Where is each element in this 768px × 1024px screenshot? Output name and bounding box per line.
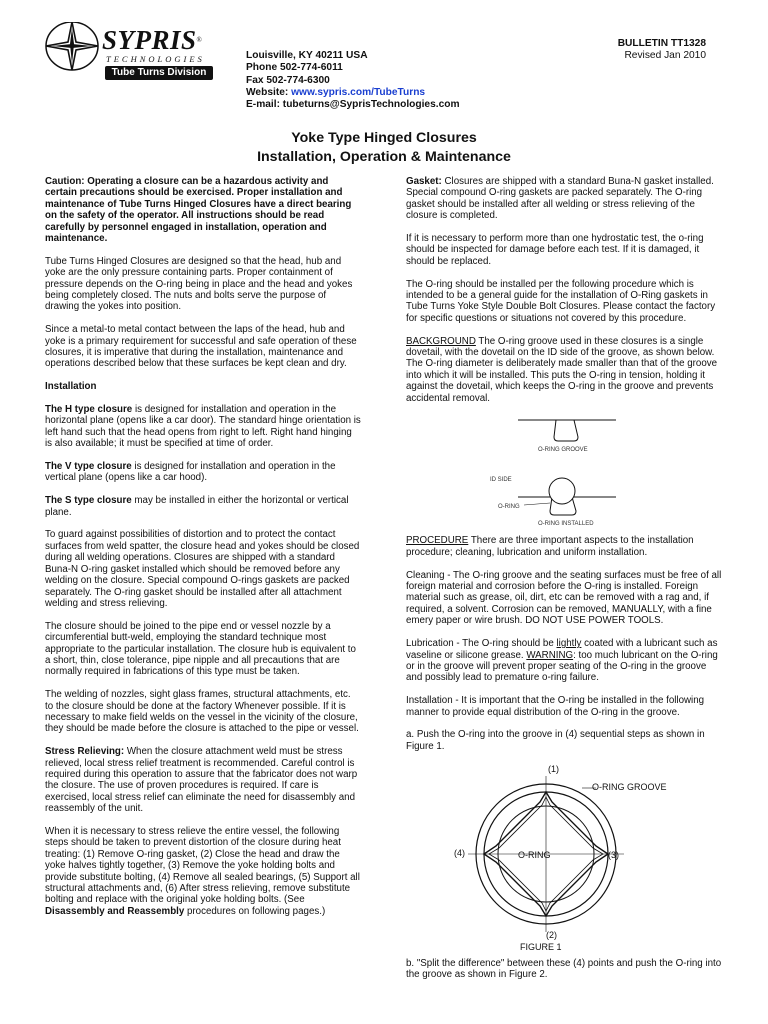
v-type-label: The V type closure xyxy=(45,461,132,473)
figure-point-2: (2) xyxy=(546,929,557,940)
website-link[interactable]: www.sypris.com/TubeTurns xyxy=(291,86,426,98)
title-line-2: Installation, Operation & Maintenance xyxy=(257,148,511,165)
email[interactable]: E-mail: tubeturns@SyprisTechnologies.com xyxy=(246,99,460,111)
installation-paragraph: Installation - It is important that the O-ring be installed in the following manner to provide equal distribution of the O-ring in the groove. xyxy=(406,695,705,718)
id-side-label: ID SIDE xyxy=(490,477,512,484)
page-title xyxy=(0,129,768,166)
right-column xyxy=(406,176,722,992)
v-type-text: is designed for installation and operation in the vertical plane (opens like a car hood). xyxy=(45,461,336,484)
v-type-paragraph xyxy=(45,461,361,484)
groove-diagram xyxy=(406,415,722,527)
p6-text: When it is necessary to stress relieve the entire vessel, the following steps should be taken to prevent distortion of the closure during heat treating: (1) Remove O-ring gasket, (2) Close the head and draw the yoke halves tightly together, (3) Remove the yoke holding bolts and provide substitute bolting, (4) Remove all sealed bearings, (5) Support all structural attachments and, (6) After stress relieving, remove substitute bolting and replace with the original yoke holding bolts. (See xyxy=(45,825,360,906)
registered-mark: ® xyxy=(196,36,203,44)
figure-point-3: (3) xyxy=(608,849,619,860)
paragraph: The closure should be joined to the pipe end or vessel nozzle by a circumferential butt-weld, employing the standard technique most appropriate to the particular installation. The closure hub is equivalent to a short, thin, close tolerance, pipe nipple and all precautions that are normally required in fabrications of this type must be taken. xyxy=(45,620,356,678)
gasket-paragraph xyxy=(406,176,722,222)
stress-relieving-paragraph xyxy=(45,746,361,814)
title-line-1: Yoke Type Hinged Closures xyxy=(291,130,477,146)
address: Louisville, KY 40211 USA xyxy=(246,50,368,61)
lub-text-b: coated with a lubricant such as vaseline or silicone grease. xyxy=(406,638,718,661)
figure-oring-label: O-RING xyxy=(518,849,551,860)
company-logo xyxy=(40,22,220,94)
stress-relieving-label: Stress Relieving: xyxy=(45,746,125,758)
procedure-paragraph xyxy=(406,535,722,558)
lub-text-c: : too much lubricant on the O-ring or in the groove will prevent proper seating of the O-ring in the groove and possibly lead to premature o-ring failure. xyxy=(406,649,718,684)
procedure-label: PROCEDURE xyxy=(406,535,469,547)
lub-warning: WARNING xyxy=(526,649,574,661)
procedure-text: There are three important aspects to the installation procedure; cleaning, lubrication and uniform installation. xyxy=(406,535,694,558)
bulletin-info xyxy=(618,38,706,62)
h-type-text: is designed for installation and operation in the horizontal plane (opens like a car door). The standard hinge orientation is left hand such that the head opens from right to left. Right hand hinging is also available; it must be specified at time of order. xyxy=(45,404,361,450)
paragraph: Tube Turns Hinged Closures are designed so that the head, hub and yoke are the only pressure containing parts. Proper containment of pressure depends on the O-ring being in place and the head and yokes being completely closed. The nuts and bolts serve the purpose of drawing the yokes into position. xyxy=(45,255,353,313)
background-paragraph xyxy=(406,336,722,404)
s-type-text: may be installed in either the horizontal or vertical plane. xyxy=(45,495,349,518)
contact-block xyxy=(246,50,460,111)
lub-lightly: lightly xyxy=(556,638,582,650)
left-column xyxy=(45,176,361,929)
groove-diagram-graphic xyxy=(406,415,722,527)
step-b: b. "Split the difference" between these (4) points and push the O-ring into the groove as shown in Figure 2. xyxy=(406,957,722,980)
figure-point-4: (4) xyxy=(454,847,465,858)
bulletin-number: BULLETIN TT1328 xyxy=(617,38,706,49)
lubrication-paragraph xyxy=(406,638,722,684)
gasket-label: Gasket: xyxy=(406,176,442,187)
brand-subtitle: TECHNOLOGIES xyxy=(106,54,205,64)
h-type-paragraph xyxy=(45,404,361,450)
caution-paragraph: Caution: Operating a closure can be a hazardous activity and certain precautions should be exercised. Proper installation and maintenance of Tube Turns Hinged Closures have a direct bearing on the safety of the operator. All instructions should be read carefully by personnel engaged in installation, operation and maintenance. xyxy=(45,176,352,245)
figure-1 xyxy=(406,764,722,950)
h-type-label: The H type closure xyxy=(45,404,133,416)
cleaning-paragraph: Cleaning - The O-ring groove and the seating surfaces must be free of all foreign material and corrosion before the O-ring is installed. Foreign material such as grease, oil, dirt, etc can be removed with a rag and, if required, a solvent. Corrosion can be removed, MANUALLY, with a fine emery paper or wire brush. DO NOT USE POWER TOOLS. xyxy=(406,569,722,627)
paragraph: To guard against possibilities of distortion and to protect the contact surfaces from weld spatter, the closure head and yokes should be closed during all welding operations. Closures are shipped with a standard Buna-N O-ring gasket installed which should be removed before any welding on the closure. Special compound O-rings gaskets are packed separately. The O-ring gasket should be installed after all attachment welding and stress relieving. xyxy=(45,529,360,609)
step-a: a. Push the O-ring into the groove in (4) sequential steps as shown in Figure 1. xyxy=(406,729,705,752)
paragraph xyxy=(45,826,361,917)
fax: Fax 502-774-6300 xyxy=(246,74,330,86)
brand-name: SYPRIS xyxy=(102,25,197,55)
figure-point-1: (1) xyxy=(548,763,559,774)
s-type-label: The S type closure xyxy=(45,495,132,507)
website-label: Website: xyxy=(246,86,292,98)
gasket-text: Closures are shipped with a standard Buna-N gasket installed. Special compound O-ring gaskets are packed separately. The O-ring gasket should be installed after all welding or stress relieving of the closure is completed. xyxy=(406,176,714,222)
division-badge: Tube Turns Division xyxy=(105,66,213,80)
lub-text-a: Lubrication - The O-ring should be xyxy=(406,638,557,650)
oring-label: O-RING xyxy=(498,504,520,511)
background-label: BACKGROUND xyxy=(406,335,476,347)
background-text: The O-ring groove used in these closures is a single dovetail, with the dovetail on the ID side of the groove, as shown below. The O-ring diameter is deliberately made smaller than that of the groove into which it will be installed. This puts the O-ring in tension, holding it against the dovetail, which keeps the O-ring in the groove and prevents accidental removal. xyxy=(406,335,718,404)
stress-relieving-text: When the closure attachment weld must be stress relieved, local stress relief treatment is recommended. Careful control is required during this operation to assure that the fabricator does not warp the closure. The use of proven procedures is required. If care is exercised, local stress relief can eliminate the need for disassembly and reassembly of the unit. xyxy=(45,746,358,815)
revision-date: Revised Jan 2010 xyxy=(624,50,706,61)
phone: Phone 502-774-6011 xyxy=(246,62,343,74)
groove-label: O-RING GROOVE xyxy=(538,447,588,454)
website-line xyxy=(246,87,460,99)
paragraph: Since a metal-to metal contact between the laps of the head, hub and yoke is a primary requirement for successful and safe operation of these closures, it is imperative that during the installation, maintenance and operations described below that these surfaces be kept clean and dry. xyxy=(45,324,357,370)
s-type-paragraph xyxy=(45,495,361,518)
paragraph: If it is necessary to perform more than one hydrostatic test, the o-ring should be inspected for damage before each test. If it is damaged, it should be replaced. xyxy=(406,233,704,267)
figure-groove-label: O-RING GROOVE xyxy=(592,781,667,792)
p6-end: procedures on following pages.) xyxy=(184,905,326,917)
paragraph: The welding of nozzles, sight glass frames, structural attachments, etc. to the closure should be done at the factory Whenever possible. If it is necessary to make field welds on the vessel in the vicinity of the closure, they should be made before the closure is attached to the pipe or vessel. xyxy=(45,689,359,735)
disassembly-link: Disassembly and Reassembly xyxy=(45,905,185,917)
paragraph: The O-ring should be installed per the following procedure which is intended to be a general guide for the installation of O-Ring gaskets in Tube Turns Yoke Style Double Bolt Closures. Please contact the factory for specific questions or situations not covered by this procedure. xyxy=(406,278,716,324)
installed-label: O-RING INSTALLED xyxy=(538,521,594,528)
installation-heading: Installation xyxy=(45,381,97,393)
figure-caption: FIGURE 1 xyxy=(520,941,562,952)
